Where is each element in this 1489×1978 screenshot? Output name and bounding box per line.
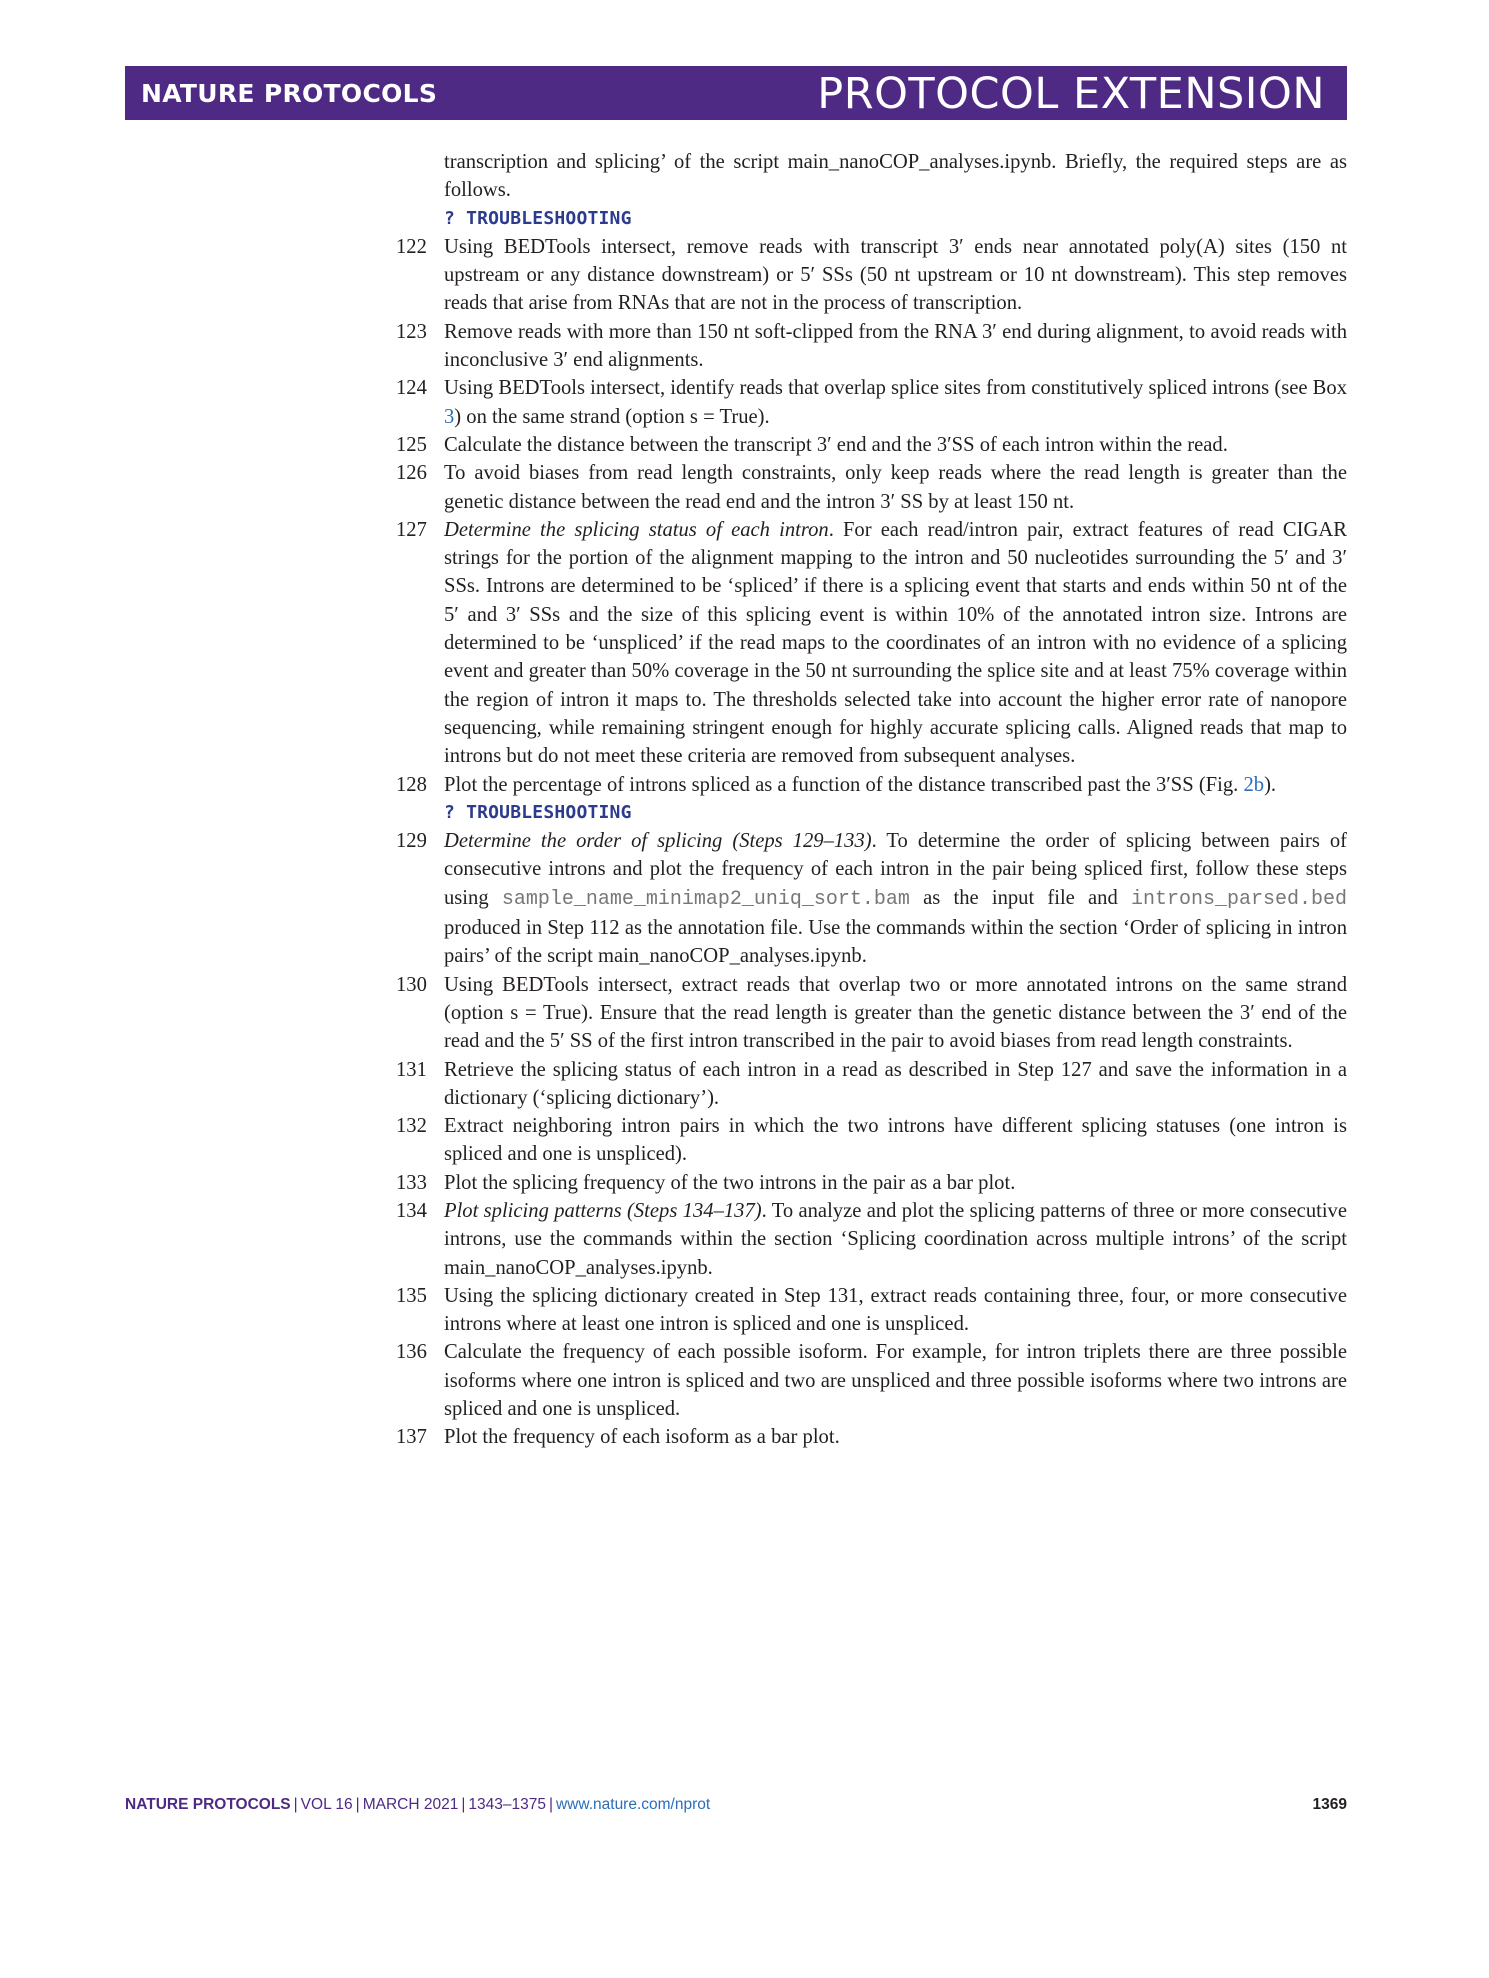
step-122 [396,233,1347,318]
step-number: 123 [396,320,427,343]
box-link[interactable]: 3 [444,405,455,428]
step-number: 128 [396,773,427,796]
step-text: Retrieve the splicing status of each intron in a read as described in Step 127 and save the information in a dictionary (‘splicing dictionary’). [444,1058,1347,1109]
step-number: 124 [396,377,427,400]
footer-separator: | [461,1796,466,1813]
step-135 [396,1282,1347,1339]
step-text: ) on the same strand (option s = True). [454,405,770,428]
protocol-steps [396,148,1347,1452]
step-number: 126 [396,462,427,485]
step-134 [396,1197,1347,1282]
footer-url-link[interactable]: www.nature.com/nprot [555,1796,711,1813]
step-text: Plot the splicing frequency of the two introns in the pair as a bar plot. [444,1171,1016,1194]
footer-volume: VOL 16 [300,1796,353,1813]
step-text: Using BEDTools intersect, identify reads that overlap splice sites from constitutively spliced introns (see Box [444,377,1347,400]
step-number: 137 [396,1426,427,1449]
step-number: 132 [396,1115,427,1138]
step-124 [396,374,1347,431]
step-125 [396,431,1347,459]
footer-pages: 1343–1375 [468,1796,546,1813]
troubleshooting-label: ? TROUBLESHOOTING [444,801,632,823]
step-heading: Plot splicing patterns (Steps 134–137) [444,1199,762,1222]
step-number: 127 [396,518,427,541]
page-footer [125,1796,1347,1814]
step-136 [396,1338,1347,1423]
step-126 [396,459,1347,516]
page-number: 1369 [1312,1796,1347,1813]
step-heading: Determine the order of splicing (Steps 129–133) [444,830,872,853]
step-text: Calculate the distance between the transcript 3′ end and the 3′SS of each intron within the read. [444,433,1228,456]
article-type: PROTOCOL EXTENSION [817,69,1325,119]
figure-link[interactable]: 2b [1243,773,1265,796]
footer-separator: | [548,1796,553,1813]
step-text: . For each read/intron pair, extract features of read CIGAR strings for the portion of the alignment mapping to the intron and 50 nucleotides surrounding the 5′ and 3′ SSs. Introns are determined to be ‘spliced’ if there is a splicing event that starts and ends within 50 nt of the 5′ and 3′ SSs and the size of this splicing event is within 10% of the annotated intron size. Introns are determined to be ‘unspliced’ if the read maps to the coordinates of an intron with no evidence of a splicing event and greater than 50% coverage in the 50 nt surrounding the splice site and at least 75% coverage within the region of intron it maps to. The thresholds selected take into account the higher error rate of nanopore sequencing, while remaining stringent enough for highly accurate splicing calls. Aligned reads that map to introns but do not meet these criteria are removed from subsequent analyses. [444,518,1347,768]
step-129 [396,827,1347,970]
troubleshooting-label: ? TROUBLESHOOTING [444,207,632,229]
step-text: Remove reads with more than 150 nt soft-clipped from the RNA 3′ end during alignment, to avoid reads with inconclusive 3′ end alignments. [444,320,1347,372]
footer-journal: NATURE PROTOCOLS [125,1796,291,1813]
step-heading: Determine the splicing status of each intron [444,518,829,541]
step-text: Calculate the frequency of each possible isoform. For example, for intron triplets there are three possible isoforms where one intron is spliced and two are unspliced and three possible isoforms where two introns are spliced and one is unspliced. [444,1341,1347,1421]
step-text: Plot the frequency of each isoform as a bar plot. [444,1426,840,1449]
step-text: Extract neighboring intron pairs in which the two introns have different splicing statuses (one intron is spliced and one is unspliced). [444,1115,1347,1166]
step-text: Using BEDTools intersect, remove reads with transcript 3′ ends near annotated poly(A) sites (150 nt upstream or any distance downstream) or 5′ SSs (50 nt upstream or 10 nt downstream). This step removes reads that arise from RNAs that are not in the process of transcription. [444,235,1347,315]
journal-header-bar [125,66,1347,120]
filename-code: introns_parsed.bed [1130,887,1348,911]
step-number: 122 [396,235,427,258]
step-number: 129 [396,830,427,853]
step-127 [396,516,1347,771]
step-text: Plot the percentage of introns spliced as a function of the distance transcribed past the 3′SS (Fig. [444,773,1244,796]
step-123 [396,318,1347,375]
step-text: as the input file and [909,886,1131,909]
step-text: . To analyze and plot the splicing patterns of three or more consecutive introns, use the commands within the section ‘Splicing coordination across multiple introns’ of the script main_nanoCOP_analyses.ipynb. [444,1199,1347,1279]
step-number: 133 [396,1171,427,1194]
step-text: ). [1264,773,1277,796]
step-number: 125 [396,433,427,456]
step-137 [396,1423,1347,1451]
step-128 [396,771,1347,799]
step-132 [396,1112,1347,1169]
step-text: To avoid biases from read length constraints, only keep reads where the read length is greater than the genetic distance between the read end and the intron 3′ SS by at least 150 nt. [444,462,1347,513]
step-number: 136 [396,1341,427,1364]
step-number: 130 [396,973,427,996]
step-text: Using BEDTools intersect, extract reads that overlap two or more annotated introns on the same strand (option s = True). Ensure that the read length is greater than the genetic distance between the 3′ end of the read and the 5′ SS of the first intron transcribed in the pair to avoid biases from read length constraints. [444,973,1347,1053]
step-number: 134 [396,1199,427,1222]
footer-date: MARCH 2021 [362,1796,459,1813]
step-133 [396,1169,1347,1197]
footer-separator: | [355,1796,360,1813]
step-number: 135 [396,1284,427,1307]
step-text: . To determine the order of splicing between pairs of consecutive introns and plot the frequency of each intron in the pair being spliced first, follow these steps using [444,830,1348,909]
step-text: produced in Step 112 as the annotation file. Use the commands within the section ‘Order of splicing in intron pairs’ of the script main_nanoCOP_analyses.ipynb. [444,917,1347,968]
journal-name: NATURE PROTOCOLS [141,79,438,108]
intro-paragraph: transcription and splicing’ of the script main_nanoCOP_analyses.ipynb. Briefly, the required steps are as follows. [444,151,1347,202]
step-number: 131 [396,1058,427,1081]
step-text: Using the splicing dictionary created in Step 131, extract reads containing three, four, or more consecutive introns where at least one intron is spliced and one is unspliced. [444,1284,1347,1336]
filename-code: sample_name_minimap2_uniq_sort.bam [501,887,910,911]
footer-separator: | [293,1796,298,1813]
step-131 [396,1056,1347,1113]
step-130 [396,971,1347,1056]
